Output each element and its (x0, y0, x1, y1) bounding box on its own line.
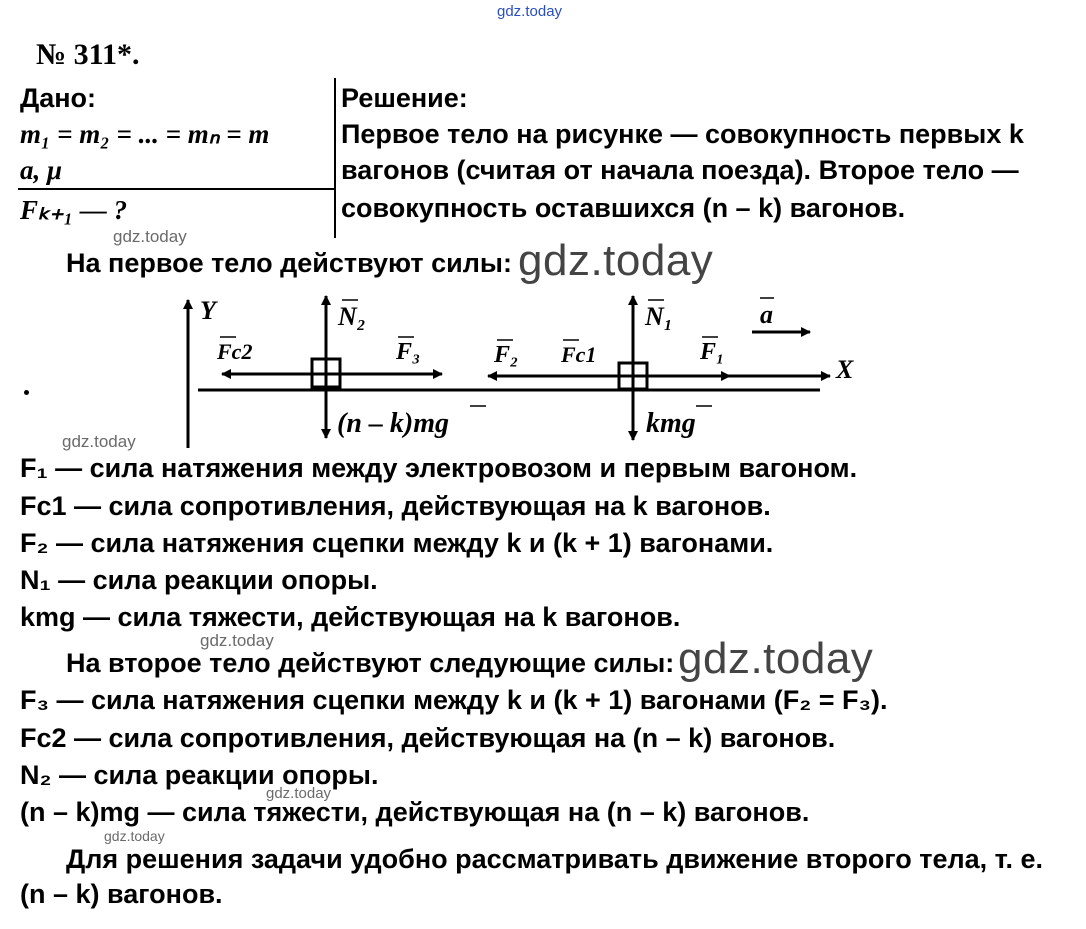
x-axis-label: X (836, 355, 854, 384)
force-desc-kmg: kmg — сила тяжести, действующая на k вагонов. (20, 602, 681, 632)
watermark-big-1: gdz.today (518, 236, 714, 285)
problem-number: № 311*. (36, 38, 140, 71)
Fc2-label: Fc2 (217, 339, 253, 364)
solution-label: Решение: (341, 83, 468, 113)
Fc1-label: Fc1 (561, 342, 597, 367)
force-desc-F2: F₂ — сила натяжения сцепки между k и (k + 1) вагонами. (20, 528, 774, 558)
conclusion-line-2: (n – k) вагонов. (20, 879, 223, 909)
given-divider (18, 188, 334, 190)
watermark-small-2: gdz.today (62, 432, 136, 451)
stray-dot (24, 390, 29, 395)
given-vertical-rule (334, 78, 336, 238)
force-desc-gravity2: (n – k)mg — сила тяжести, действующая на (n – k) вагонов. (20, 797, 810, 827)
N1-label: N₁ (645, 302, 673, 331)
force-diagram (0, 280, 1086, 450)
gravity1-label: kmg (646, 408, 696, 439)
N2-label: N₂ (338, 302, 366, 331)
given-label: Дано: (20, 83, 97, 113)
force-desc-F1: F₁ — сила натяжения между электровозом и первым вагоном. (20, 453, 858, 483)
watermark-top: gdz.today (497, 3, 563, 20)
F1-label: F₁ (700, 339, 725, 365)
watermark-small-5: gdz.today (104, 828, 165, 844)
force-desc-N1: N₁ — сила реакции опоры. (20, 565, 378, 595)
force-desc-Fc2: Fc2 — сила сопротивления, действующая на (n – k) вагонов. (20, 723, 836, 753)
force-desc-Fc1: Fc1 — сила сопротивления, действующая на k вагонов. (20, 491, 771, 521)
given-masses: m₁ = m₂ = ... = mₙ = m (20, 119, 270, 149)
watermark-big-2: gdz.today (678, 634, 874, 683)
second-body-intro: На второе тело действуют следующие силы: (66, 648, 675, 678)
given-params: a, μ (20, 155, 63, 185)
conclusion-line-1: Для решения задачи удобно рассматривать движение второго тела, т. е. (66, 844, 1044, 874)
watermark-small-4: gdz.today (266, 785, 332, 802)
solution-line-2: вагонов (считая от начала поезда). Второе тело — (341, 155, 1019, 185)
find-target: Fₖ₊₁ — ? (20, 195, 128, 225)
watermark-small-3: gdz.today (200, 631, 274, 650)
solution-line-3: совокупность оставшихся (n – k) вагонов. (341, 193, 906, 223)
y-axis-label: Y (200, 296, 216, 325)
watermark-small-1: gdz.today (113, 227, 187, 246)
F2-label: F₂ (494, 342, 519, 368)
first-body-intro: На первое тело действуют силы: (66, 248, 512, 278)
force-desc-F3: F₃ — сила натяжения сцепки между k и (k + 1) вагонами (F₂ = F₃). (20, 685, 888, 715)
accel-label: a (760, 300, 773, 329)
force-desc-N2: N₂ — сила реакции опоры. (20, 760, 379, 790)
gravity2-label: (n – k)mg (337, 408, 449, 439)
solution-line-1: Первое тело на рисунке — совокупность первых k (341, 119, 1024, 149)
F3-label: F₃ (396, 339, 421, 365)
